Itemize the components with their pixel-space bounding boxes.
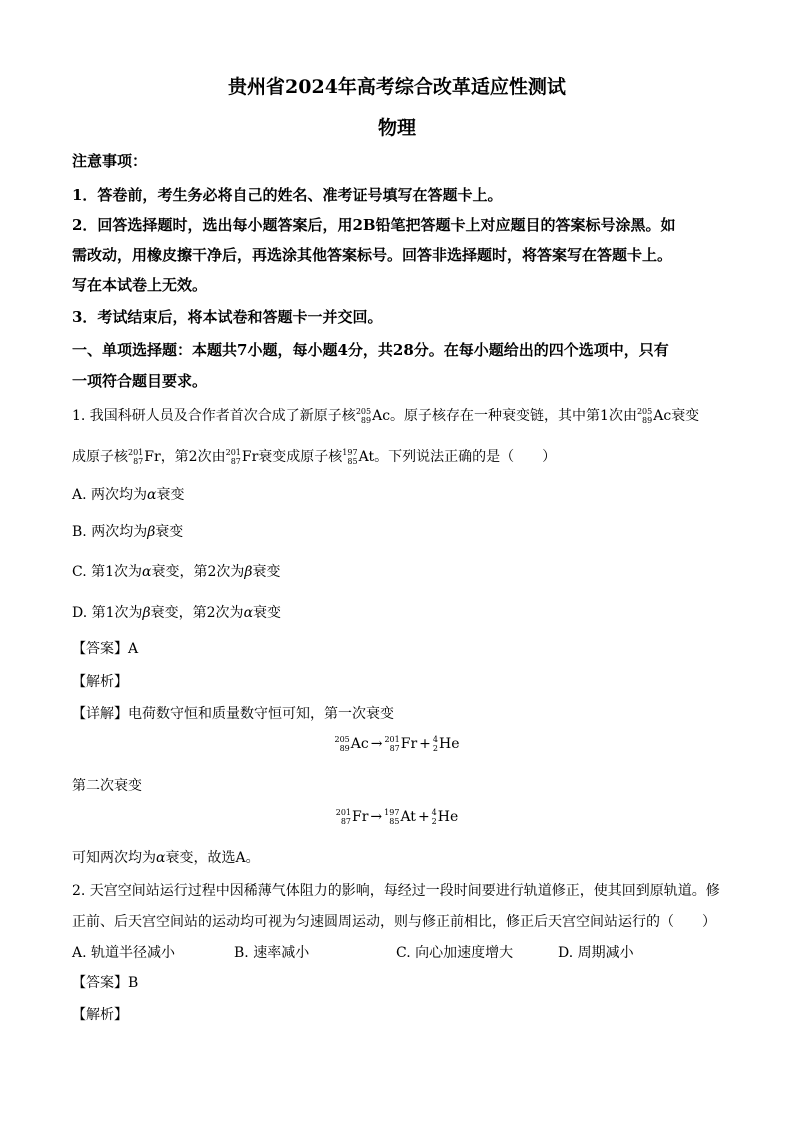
q1-option-a: A. 两次均为α衰变	[72, 487, 185, 503]
q2-analysis: 【解析】	[72, 1007, 128, 1023]
page-title: 贵州省2024年高考综合改革适应性测试	[228, 76, 566, 98]
q1-conclusion: 可知两次均为α衰变，故选A。	[72, 850, 260, 866]
q1-detail: 【详解】电荷数守恒和质量数守恒可知，第一次衰变	[72, 706, 394, 722]
q2-option-c: C. 向心加速度增大	[396, 945, 514, 961]
q1-analysis: 【解析】	[72, 674, 128, 690]
q2-stem-line1: 2. 天宫空间站运行过程中因稀薄气体阻力的影响，每经过一段时间要进行轨道修正，使其回到原轨道。修	[72, 883, 720, 899]
notice-item-3: 3．考试结束后，将本试卷和答题卡一并交回。	[72, 308, 383, 326]
subject-title: 物理	[377, 117, 416, 139]
nucleus-ac: 205 89 Ac	[355, 407, 391, 425]
notice-item-2: 2．回答选择题时，选出每小题答案后，用2B铅笔把答题卡上对应题目的答案标号涂黑。如	[72, 216, 676, 234]
equation-2: 201 87 Fr → 197 85 At + 4 2 He	[335, 808, 459, 826]
q2-option-b: B. 速率减小	[234, 945, 310, 961]
notice-item-2-cont: 需改动，用橡皮擦干净后，再选涂其他答案标号。回答非选择题时，将答案写在答题卡上。	[72, 246, 673, 264]
nucleus-at: 197 85 At	[342, 448, 375, 466]
q2-answer: 【答案】B	[72, 975, 139, 991]
q1-option-d: D. 第1次为β衰变，第2次为α衰变	[72, 605, 282, 621]
notice-heading: 注意事项：	[72, 152, 148, 170]
q1-option-b: B. 两次均为β衰变	[72, 524, 184, 540]
q2-stem-line2: 正前、后天宫空间站的运动均可视为匀速圆周运动，则与修正前相比，修正后天宫空间站运行的（ ）	[72, 914, 716, 930]
section-heading-cont: 一项符合题目要求。	[72, 372, 208, 390]
q2-option-d: D. 周期减小	[558, 945, 634, 961]
section-heading: 一、单项选择题：本题共7小题，每小题4分，共28分。在每小题给出的四个选项中，只有	[72, 341, 669, 359]
nucleus-fr: 201 87 Fr	[128, 448, 161, 466]
q2-option-a: A. 轨道半径减小	[72, 945, 176, 961]
q1-stem-line1: 1. 我国科研人员及合作者首次合成了新原子核 205 89 Ac。原子核存在一种衰变链，其中第1次由 205 89 Ac衰变	[72, 407, 700, 425]
q1-option-c: C. 第1次为α衰变，第2次为β衰变	[72, 564, 281, 580]
q1-stem-line2: 成原子核 201 87 Fr，第2次由 201 87 Fr衰变成原子核 197 85 At。下列说法正确的是（ ）	[72, 448, 557, 466]
q1-answer: 【答案】A	[72, 641, 139, 657]
notice-item-1: 1．答卷前，考生务必将自己的姓名、准考证号填写在答题卡上。	[72, 186, 503, 204]
q1-second-decay: 第二次衰变	[72, 778, 142, 794]
notice-item-2-end: 写在本试卷上无效。	[72, 276, 208, 294]
nucleus-ac: 205 89 Ac	[636, 407, 672, 425]
nucleus-fr: 201 87 Fr	[225, 448, 259, 466]
equation-1: 205 89 Ac → 201 87 Fr + 4 2 He	[334, 735, 460, 753]
